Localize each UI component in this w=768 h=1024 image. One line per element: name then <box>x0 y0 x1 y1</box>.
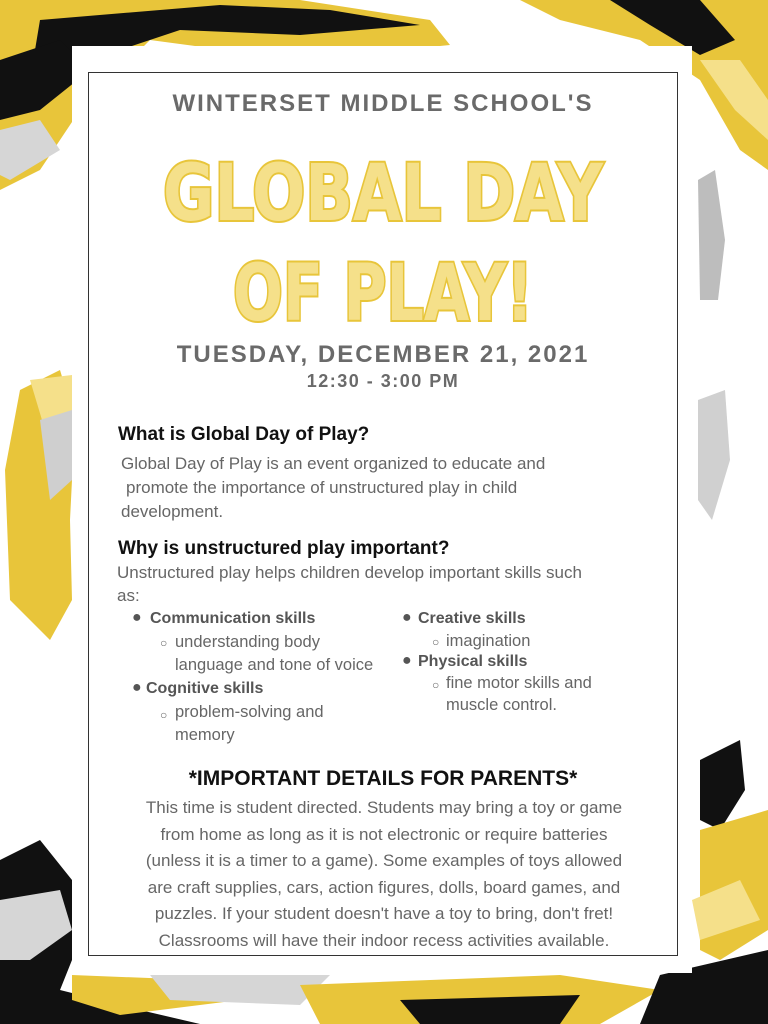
what-line-3: development. <box>121 502 224 521</box>
cognitive-detail-2: memory <box>175 726 235 744</box>
important-heading: *IMPORTANT DETAILS FOR PARENTS* <box>188 767 578 790</box>
section-heading-why: Why is unstructured play important? <box>118 538 450 559</box>
creative-detail-1: imagination <box>446 632 531 650</box>
why-line-2: as: <box>117 586 140 605</box>
skill-communication: Communication skills <box>150 610 316 627</box>
important-line-6: Classrooms will have their indoor recess activities available. <box>158 930 610 950</box>
communication-detail-1: understanding body <box>175 633 320 651</box>
sub-bullet: ○ <box>160 708 168 722</box>
school-name: WINTERSET MIDDLE SCHOOL'S <box>172 90 594 117</box>
bullet-dot: ● <box>402 609 412 626</box>
event-time: 12:30 - 3:00 PM <box>306 371 460 391</box>
bullet-dot: ● <box>132 679 142 696</box>
title-line-1: GLOBAL DAY <box>163 149 605 239</box>
cognitive-detail-1: problem-solving and <box>175 703 324 721</box>
sub-bullet: ○ <box>432 635 440 649</box>
event-title <box>88 132 678 342</box>
important-line-4: are craft supplies, cars, action figures, dolls, board games, and <box>147 877 621 897</box>
bullet-dot: ● <box>132 609 142 626</box>
physical-detail-2: muscle control. <box>446 696 557 714</box>
what-line-2: promote the importance of unstructured play in child <box>126 478 518 497</box>
why-line-1: Unstructured play helps children develop important skills such <box>117 563 582 582</box>
sub-bullet: ○ <box>432 678 440 692</box>
important-line-3: (unless it is a timer to a game). Some examples of toys allowed <box>145 851 623 870</box>
title-line-2: OF PLAY! <box>233 249 533 339</box>
important-paragraph <box>96 795 672 954</box>
physical-detail-1: fine motor skills and <box>446 674 592 692</box>
section-heading-what: What is Global Day of Play? <box>118 424 370 445</box>
what-line-1: Global Day of Play is an event organized to educate and <box>121 454 546 473</box>
skill-physical: Physical skills <box>418 653 528 670</box>
important-line-1: This time is student directed. Students may bring a toy or game <box>145 798 623 817</box>
skill-cognitive: Cognitive skills <box>146 680 264 697</box>
important-line-5: puzzles. If your student doesn't have a toy to bring, don't fret! <box>154 904 614 923</box>
sub-bullet: ○ <box>160 636 168 650</box>
bullet-dot: ● <box>402 652 412 669</box>
important-line-2: from home as long as it is not electronic or require batteries <box>160 824 608 844</box>
communication-detail-2: language and tone of voice <box>175 656 374 674</box>
event-date: TUESDAY, DECEMBER 21, 2021 <box>176 341 590 368</box>
skill-creative: Creative skills <box>418 610 526 627</box>
